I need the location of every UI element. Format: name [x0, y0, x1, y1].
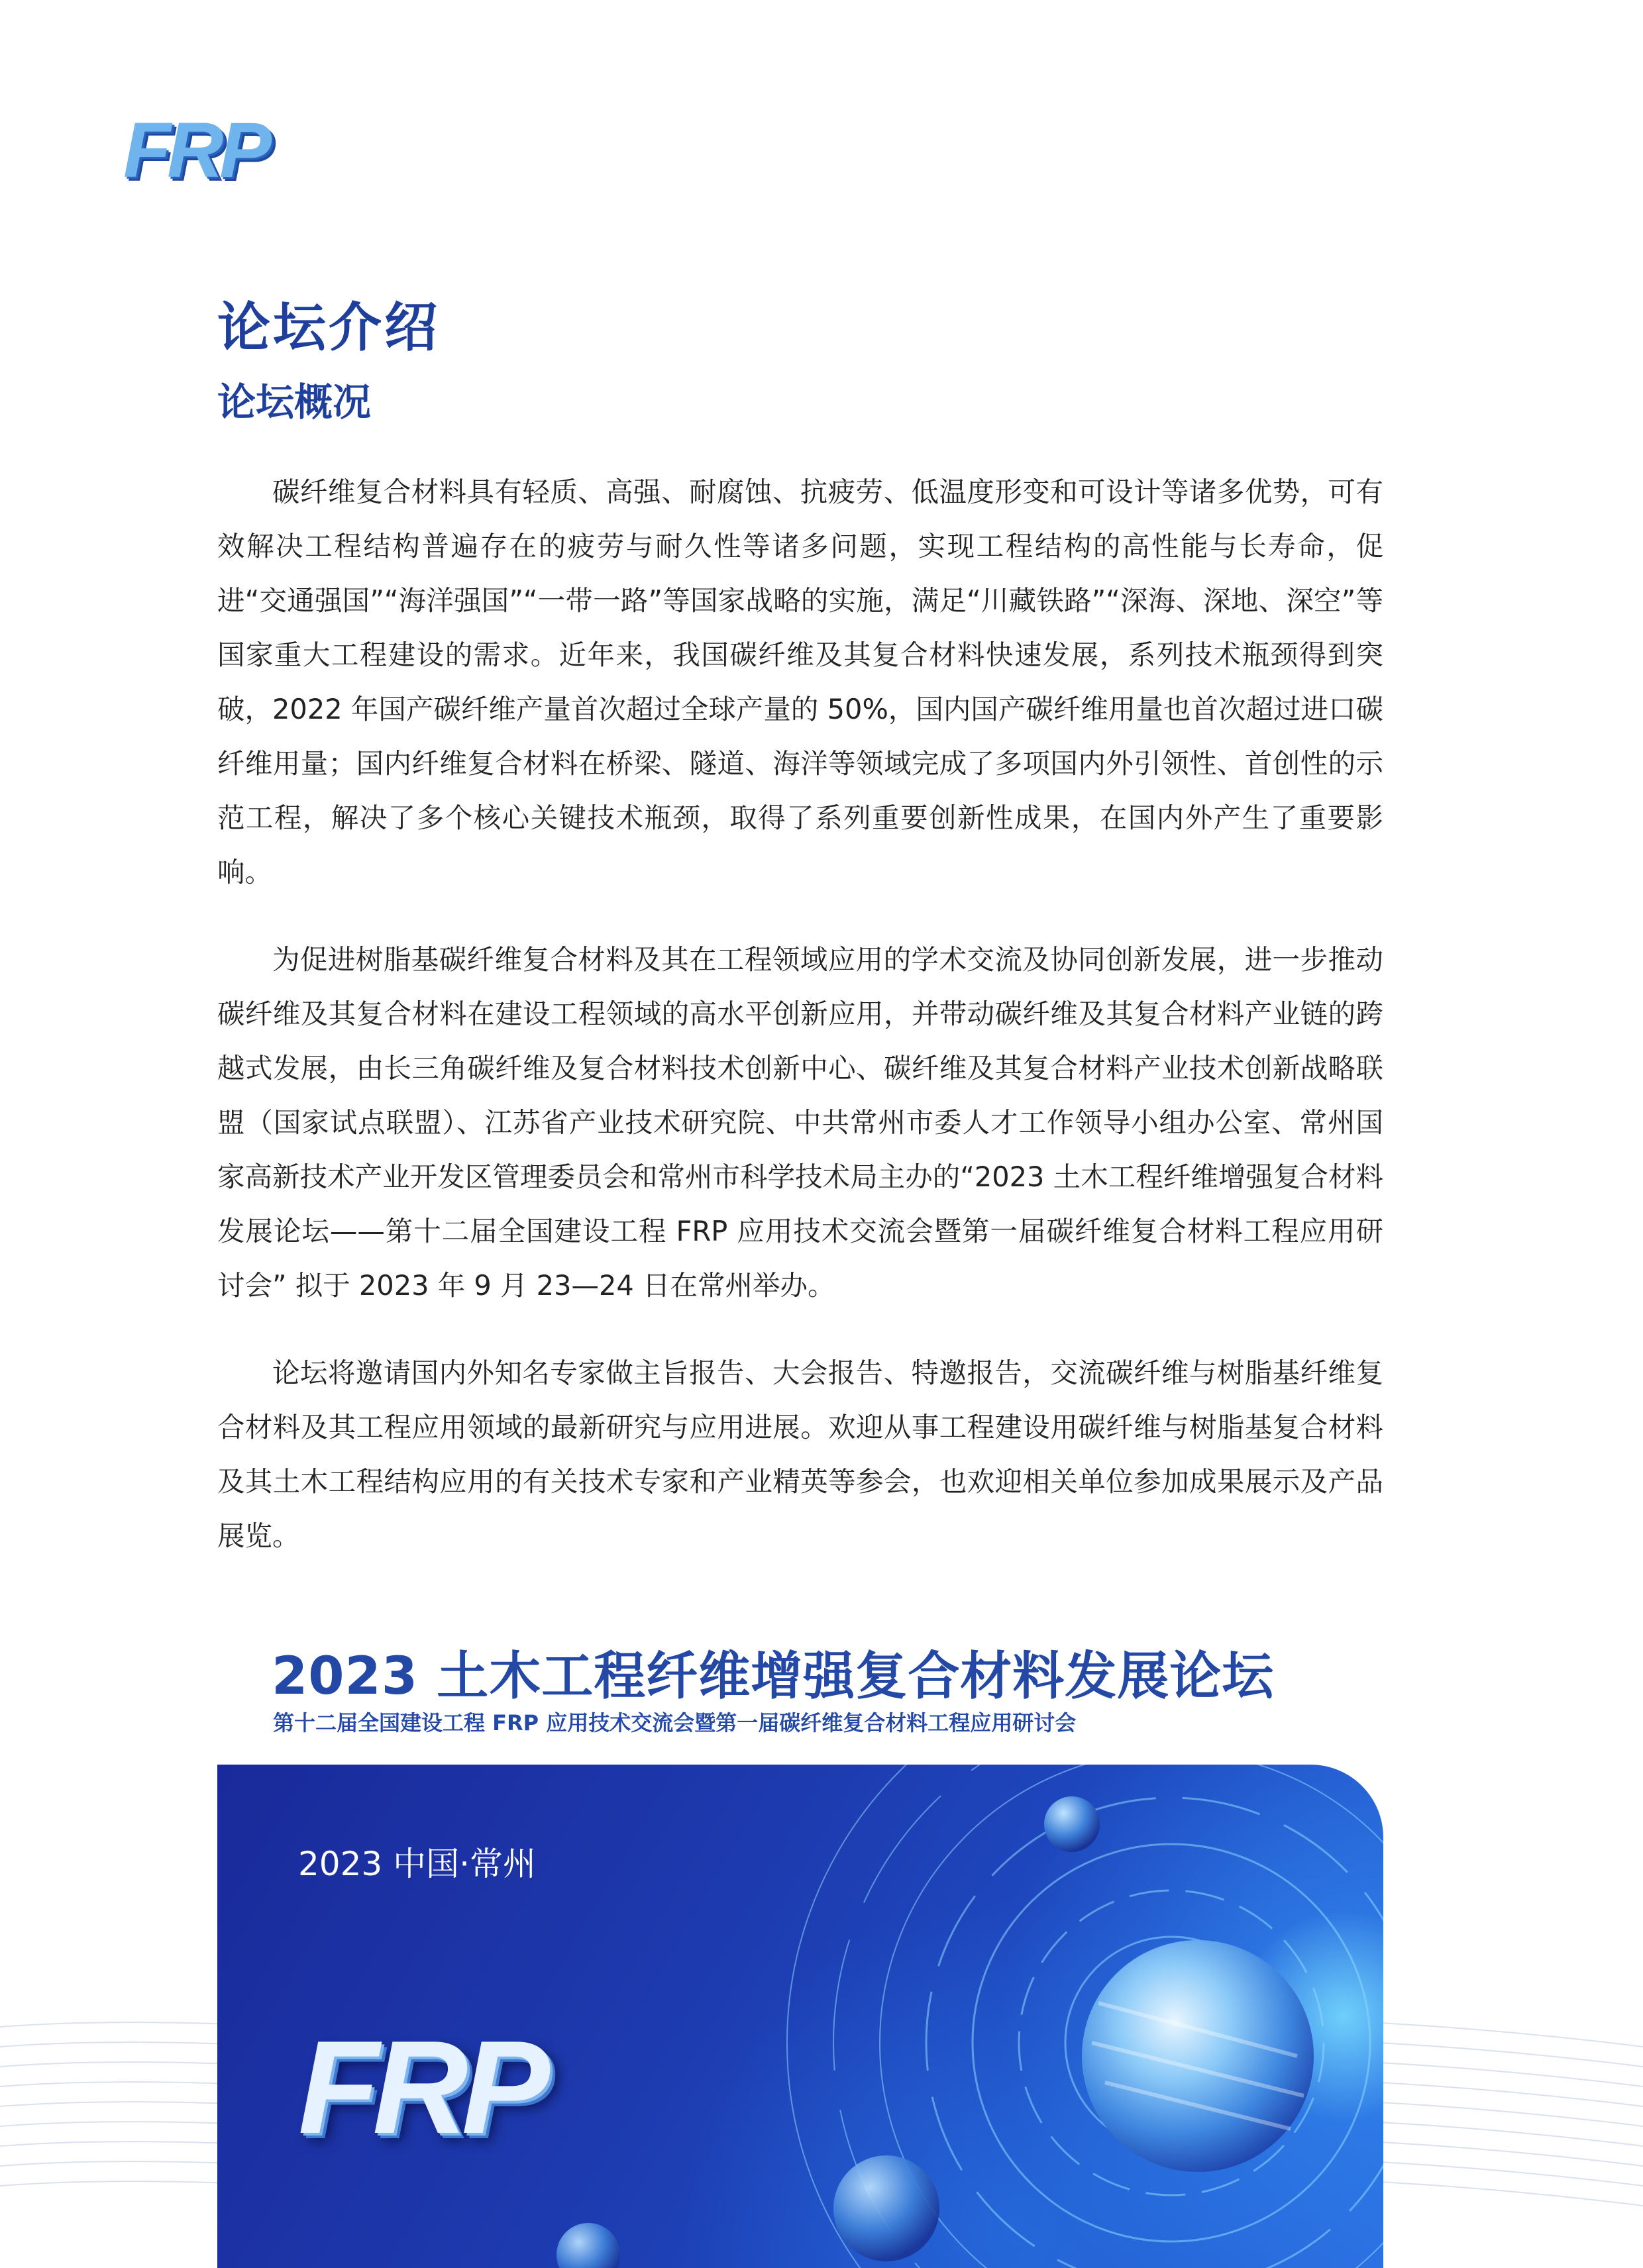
banner-subtitle: 第十二届全国建设工程 FRP 应用技术交流会暨第一届碳纤维复合材料工程应用研讨会 — [273, 1710, 1077, 1735]
body-text — [217, 465, 1383, 1596]
frp-logo: FRP — [123, 107, 268, 194]
planet-small-bottom — [833, 2155, 939, 2261]
planet-tiny — [556, 2223, 620, 2268]
section-subtitle: 论坛概况 — [217, 380, 372, 425]
banner-title: 2023 土木工程纤维增强复合材料发展论坛 — [272, 1647, 1275, 1706]
planet-large — [1082, 1940, 1314, 2172]
section-title: 论坛介绍 — [217, 297, 440, 358]
event-banner — [217, 1765, 1383, 2268]
planet-small-top — [1044, 1796, 1100, 1852]
paragraph-1: 碳纤维复合材料具有轻质、高强、耐腐蚀、抗疲劳、低温度形变和可设计等诸多优势，可有效解决工程结构普遍存在的疲劳与耐久性等诸多问题，实现工程结构的高性能与长寿命，促进“交通强国”“海洋强国”“一带一路”等国家战略的实施，满足“川藏铁路”“深海、深地、深空”等国家重大工程建设的需求。近年来，我国碳纤维及其复合材料快速发展，系列技术瓶颈得到突破，2022 年国产碳纤维产量首次超过全球产量的 50%，国内国产碳纤维用量也首次超过进口碳纤维用量；国内纤维复合材料在桥梁、隧道、海洋等领域完成了多项国内外引领性、首创性的示范工程，解决了多个核心关键技术瓶颈，取得了系列重要创新性成果，在国内外产生了重要影响。 — [217, 476, 1383, 888]
banner-frp-logo: FRP — [298, 2014, 543, 2161]
paragraph-3: 论坛将邀请国内外知名专家做主旨报告、大会报告、特邀报告，交流碳纤维与树脂基纤维复合材料及其工程应用领域的最新研究与应用进展。欢迎从事工程建设用碳纤维与树脂基复合材料及其土木工程结构应用的有关技术专家和产业精英等参会，也欢迎相关单位参加成果展示及产品展览。 — [217, 1357, 1383, 1552]
banner-date-location: 2023 中国·常州 — [298, 1845, 537, 1883]
paragraph-2: 为促进树脂基碳纤维复合材料及其在工程领域应用的学术交流及协同创新发展，进一步推动碳纤维及其复合材料在建设工程领域的高水平创新应用，并带动碳纤维及其复合材料产业链的跨越式发展，由长三角碳纤维及复合材料技术创新中心、碳纤维及其复合材料产业技术创新战略联盟（国家试点联盟）、江苏省产业技术研究院、中共常州市委人才工作领导小组办公室、常州国家高新技术产业开发区管理委员会和常州市科学技术局主办的“2023 土木工程纤维增强复合材料发展论坛——第十二届全国建设工程 FRP 应用技术交流会暨第一届碳纤维复合材料工程应用研讨会” 拟于 2023 年 9 月 23—24 日在常州举办。 — [217, 943, 1383, 1302]
